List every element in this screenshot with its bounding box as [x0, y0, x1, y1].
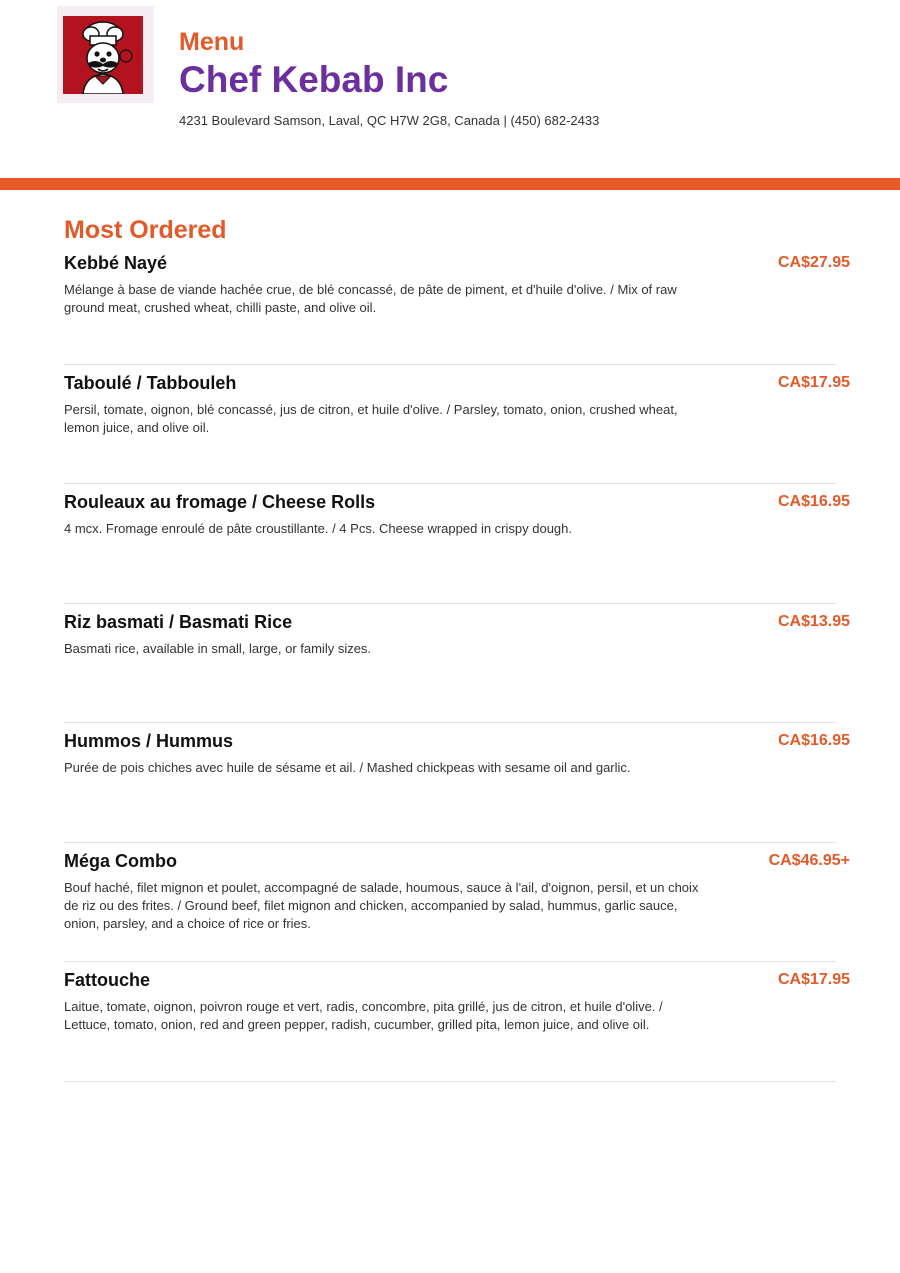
item-divider	[64, 364, 836, 365]
chef-mascot-icon	[63, 16, 143, 94]
item-name: Fattouche	[64, 970, 151, 990]
item-divider	[64, 722, 836, 723]
item-description: 4 mcx. Fromage enroulé de pâte croustillante. / 4 Pcs. Cheese wrapped in crispy dough.	[64, 521, 572, 536]
item-description: Basmati rice, available in small, large, or family sizes.	[64, 640, 372, 656]
menu-item	[64, 730, 850, 850]
item-description: Purée de pois chiches avec huile de sésame et ail. / Mashed chickpeas with sesame oil and garlic.	[64, 760, 631, 775]
restaurant-address: 4231 Boulevard Samson, Laval, QC H7W 2G8, Canada | (450) 682-2433	[179, 113, 600, 128]
menu-item	[64, 252, 850, 372]
item-price: CA$46.95+	[768, 851, 850, 869]
header-divider-bar	[0, 178, 900, 190]
menu-item	[64, 969, 850, 1089]
menu-item	[64, 372, 850, 492]
item-price: CA$17.95	[777, 373, 850, 391]
item-divider	[64, 483, 836, 484]
section-title: Most Ordered	[64, 216, 227, 244]
item-price: CA$13.95	[777, 612, 850, 630]
item-divider	[64, 1081, 836, 1082]
item-price: CA$16.95	[777, 493, 850, 510]
item-name: Taboulé / Tabbouleh	[64, 372, 237, 393]
item-description: Laitue, tomate, oignon, poivron rouge et vert, radis, concombre, pita grillé, jus de citron, et huile d'olive. / Lettuce, tomato, onion, red and green pepper, radish, cucumber, grilled pita, lemon juice, and olive oil.	[64, 999, 663, 1032]
menu-item	[64, 850, 850, 970]
item-price: CA$27.95	[777, 254, 850, 271]
item-description: Persil, tomate, oignon, blé concassé, jus de citron, et huile d'olive. / Parsley, tomato, onion, crushed wheat, lemon juice, and olive oil.	[64, 401, 678, 435]
item-price: CA$17.95	[777, 971, 850, 988]
item-divider	[64, 961, 836, 962]
menu-label: Menu	[179, 28, 245, 56]
item-name: Kebbé Nayé	[64, 253, 168, 273]
item-price: CA$16.95	[777, 732, 850, 749]
item-name: Rouleaux au fromage / Cheese Rolls	[64, 492, 376, 512]
item-divider	[64, 603, 836, 604]
menu-item	[64, 491, 850, 611]
item-name: Hummos / Hummus	[64, 731, 234, 751]
menu-header	[0, 0, 900, 178]
item-divider	[64, 842, 836, 843]
menu-item	[64, 611, 850, 731]
logo-frame	[57, 6, 154, 103]
menu-item-list	[64, 252, 850, 1089]
restaurant-name: Chef Kebab Inc	[179, 59, 449, 100]
item-name: Riz basmati / Basmati Rice	[64, 611, 293, 632]
item-name: Méga Combo	[64, 850, 178, 871]
item-description: Bouf haché, filet mignon et poulet, accompagné de salade, houmous, sauce à l'ail, d'oignon, persil, et un choix de riz ou des frites. / Ground beef, filet mignon and chicken, accompanied by salad, hummus, garlic sauce, onion, parsley, and a choice of rice or fries.	[64, 879, 699, 931]
item-description: Mélange à base de viande hachée crue, de blé concassé, de pâte de piment, et d'huile d'olive. / Mix of raw ground meat, crushed wheat, chilli paste, and olive oil.	[64, 282, 677, 315]
